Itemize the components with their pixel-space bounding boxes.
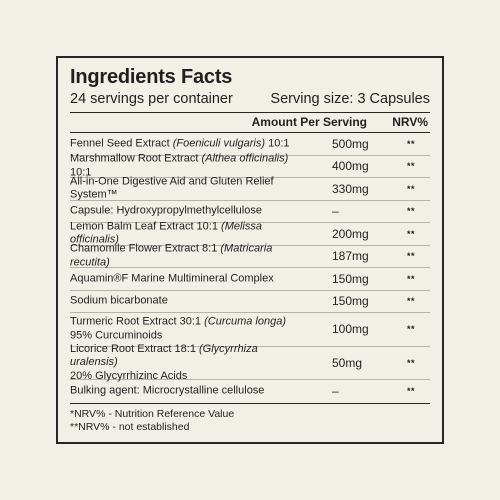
serving-info-row: [70, 89, 430, 109]
ingredient-amount: 330mg: [332, 181, 369, 196]
ingredient-nrv: **: [406, 138, 415, 149]
ingredient-nrv: **: [406, 357, 415, 368]
ingredient-name: Turmeric Root Extract 30:1 (Curcuma longa) 95% Curcuminoids: [70, 315, 287, 342]
footnote-nrv-definition: *NRV% - Nutrition Reference Value: [70, 407, 235, 420]
ingredient-row: [70, 268, 430, 291]
ingredient-amount: –: [332, 204, 339, 219]
ingredient-name: Chamomile Flower Extract 8:1 (Matricaria recutita): [70, 242, 273, 269]
ingredient-row: [70, 380, 430, 403]
ingredient-nrv: **: [406, 228, 415, 239]
ingredient-latin-name: (Matricaria recutita): [70, 242, 273, 269]
ingredient-nrv: **: [406, 251, 415, 262]
ingredient-amount: 500mg: [332, 136, 369, 151]
column-headers: [70, 113, 430, 132]
amount-column-header: Amount Per Serving: [251, 115, 367, 129]
ingredient-standardization: 20% Glycyrrhizinc Acids: [70, 369, 188, 382]
ingredient-row: [70, 175, 430, 201]
panel-title: Ingredients Facts: [70, 66, 233, 88]
ingredient-nrv: **: [406, 296, 415, 307]
ingredient-name: All-in-One Digestive Aid and Gluten Relief System™: [70, 175, 274, 201]
ingredient-latin-name: (Althea officinalis): [201, 152, 289, 165]
ingredient-amount: 100mg: [332, 322, 369, 337]
footnote-not-established: **NRV% - not established: [70, 420, 190, 433]
ingredient-amount: 50mg: [332, 355, 363, 370]
servings-per-container: 24 servings per container: [70, 91, 233, 107]
ingredient-row: [70, 242, 430, 269]
ingredient-latin-name: (Melissa officinalis): [70, 220, 262, 246]
ingredient-latin-name: (Curcuma longa): [204, 315, 287, 328]
ingredient-name: Aquamin®F Marine Multimineral Complex: [70, 272, 274, 284]
ingredient-row: [70, 342, 430, 382]
ingredient-name: Bulking agent: Microcrystalline cellulose: [70, 384, 265, 397]
ingredient-amount: 187mg: [332, 249, 369, 264]
ingredient-amount: 150mg: [332, 294, 369, 309]
ingredient-latin-name: (Glycyrrhiza uralensis): [70, 342, 258, 368]
ingredient-name: Fennel Seed Extract (Foeniculi vulgaris) 10:1: [70, 137, 290, 149]
ingredient-nrv: **: [406, 161, 415, 172]
ingredient-nrv: **: [406, 206, 415, 217]
ingredient-row: [70, 291, 430, 314]
ingredient-row: [70, 313, 430, 347]
ingredient-name: Lemon Balm Leaf Extract 10:1 (Melissa officinalis): [70, 220, 262, 246]
ingredient-nrv: **: [406, 386, 415, 397]
ingredient-list: [70, 133, 430, 403]
ingredient-name: Marshmallow Root Extract (Althea officinalis) 10:1: [70, 152, 289, 179]
ingredient-standardization: 95% Curcuminoids: [70, 329, 163, 342]
ingredient-name: Capsule: Hydroxypropylmethylcellulose: [70, 204, 262, 217]
ingredient-nrv: **: [406, 273, 415, 284]
ingredient-name: Sodium bicarbonate: [70, 294, 168, 307]
serving-size: Serving size: 3 Capsules: [270, 91, 430, 107]
ingredient-nrv: **: [406, 183, 415, 194]
ingredient-amount: 200mg: [332, 226, 369, 241]
ingredient-amount: –: [332, 384, 339, 399]
ingredient-nrv: **: [406, 324, 415, 335]
nrv-column-header: NRV%: [392, 115, 428, 129]
ingredient-latin-name: (Foeniculi vulgaris): [172, 137, 266, 149]
ingredients-facts-panel: [56, 56, 444, 444]
ingredient-amount: 150mg: [332, 271, 369, 286]
ingredient-name: Licorice Root Extract 18:1 (Glycyrrhiza uralensis) 20% Glycyrrhizinc Acids: [70, 342, 258, 382]
footnotes: [70, 404, 430, 434]
ingredient-amount: 400mg: [332, 159, 369, 174]
